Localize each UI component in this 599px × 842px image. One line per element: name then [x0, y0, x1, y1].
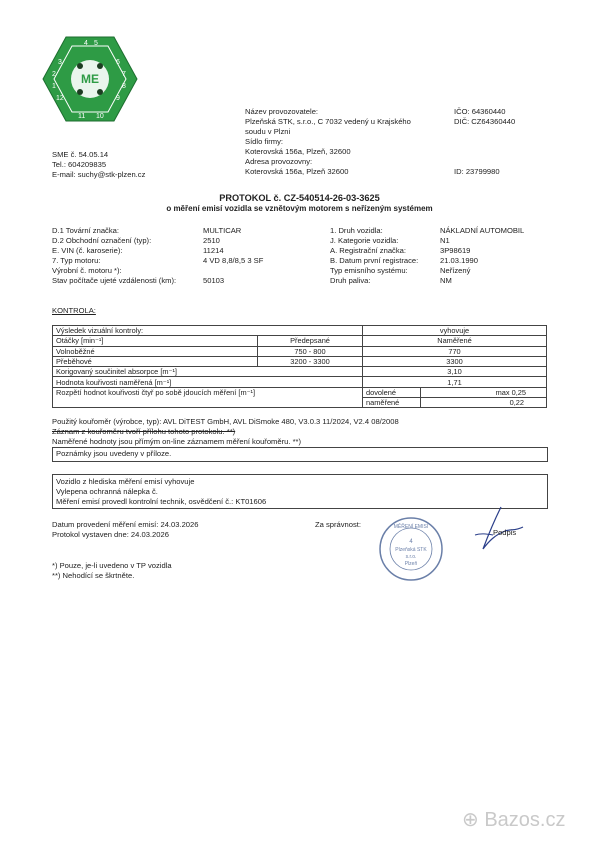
measurement-table	[52, 325, 547, 408]
logo-digit: 1	[52, 83, 56, 90]
logo-digit: 7	[122, 71, 126, 78]
table-row	[53, 346, 547, 356]
vehicle-label: D.2 Obchodní označení (typ):	[52, 236, 152, 245]
vehicle-value: MULTICAR	[203, 226, 242, 235]
corr-value: 3,10	[363, 367, 547, 377]
stamp-line: Plzeňská STK	[395, 547, 427, 553]
protocol-subtitle: o měření emisí vozidla se vznětovým motorem s neřízeným systémem	[166, 204, 433, 213]
smoke-value: 1,71	[363, 377, 547, 387]
official-stamp	[378, 516, 444, 582]
vehicle-label: J. Kategorie vozidla:	[330, 236, 399, 245]
stk-logo	[42, 36, 138, 122]
protocol-title: PROTOKOL č. CZ-540514-26-03-3625	[219, 193, 380, 203]
operator-name: Plzeňská STK, s.r.o., C 7032 vedený u Krajského	[245, 117, 411, 126]
stamp-line: Plzeň	[404, 561, 418, 567]
allowed-label: dovolené	[363, 387, 421, 397]
remarks-box	[52, 447, 548, 462]
table-row	[53, 336, 547, 346]
operator-label: Název provozovatele:	[245, 107, 319, 116]
logo-digit: 6	[116, 59, 120, 66]
issue-date: Protokol vystaven dne: 24.03.2026	[52, 530, 169, 539]
vehicle-label: E. VIN (č. karoserie):	[52, 246, 123, 255]
idle-measured: 770	[363, 346, 547, 356]
table-row	[53, 356, 547, 366]
vehicle-value: NM	[440, 276, 452, 285]
vehicle-value: 4 VD 8,8/8,5 3 SF	[203, 256, 264, 265]
vehicle-label: Typ emisního systému:	[330, 266, 408, 275]
logo-digit: 5	[94, 40, 98, 47]
vehicle-label: D.1 Tovární značka:	[52, 226, 119, 235]
vehicle-label: Druh paliva:	[330, 276, 371, 285]
signature-label: Podpis	[493, 528, 517, 537]
idle-prescribed: 750 - 800	[258, 346, 363, 356]
vehicle-value: 2510	[203, 236, 220, 245]
table-row	[53, 377, 547, 387]
spread-label: Rozpětí hodnot kouřivosti čtyř po sobě jdoucích měření [m⁻¹]	[53, 387, 363, 408]
table-row	[53, 367, 547, 377]
vehicle-value: 3P98619	[440, 246, 471, 255]
operator-id: ID: 23799980	[454, 167, 500, 176]
prescribed-header: Předepsané	[258, 336, 363, 346]
watermark-text: Bazos.cz	[484, 809, 566, 831]
corr-label: Korigovaný součinitel absorpce [m⁻¹]	[53, 367, 363, 377]
attachment-note: Záznam z kouřoměru tvoří přílohu tohoto protokolu. **)	[52, 427, 236, 436]
measured-label: naměřené	[363, 398, 421, 408]
stamp-top: MĚŘENÍ EMISÍ	[393, 524, 429, 530]
vehicle-label: 7. Typ motoru:	[52, 256, 101, 265]
vehicle-label: 1. Druh vozidla:	[330, 226, 383, 235]
vehicle-value: N1	[440, 236, 450, 245]
watermark	[462, 808, 565, 833]
over-prescribed: 3200 - 3300	[258, 356, 363, 366]
logo-text: ME	[81, 72, 99, 86]
stamp-line: s.r.o.	[405, 554, 417, 560]
rpm-label: Otáčky [min⁻¹]	[53, 336, 258, 346]
logo-digit: 10	[96, 113, 104, 120]
logo-digit: 8	[122, 83, 126, 90]
vehicle-value: 11214	[203, 246, 224, 255]
online-note: Naměřené hodnoty jsou přímým on-line záznamem měření kouřoměru. **)	[52, 437, 302, 446]
result-box	[52, 474, 548, 509]
telephone: Tel.: 604209835	[52, 160, 107, 169]
vehicle-label: Výrobní č. motoru *):	[52, 266, 122, 275]
email: E-mail: suchy@stk-plzen.cz	[52, 170, 146, 179]
measurement-date: Datum provedení měření emisí: 24.03.2026	[52, 520, 199, 529]
footnote: **) Nehodící se škrtněte.	[52, 571, 135, 580]
watermark-icon: ⊕	[462, 809, 485, 831]
branch-address: Koterovská 156a, Plzeň 32600	[245, 167, 349, 176]
measured-header: Naměřené	[363, 336, 547, 346]
vehicle-label: Stav počítače ujeté vzdálenosti (km):	[52, 276, 177, 285]
result-line: Měření emisí provedl kontrolní technik, osvědčení č.: KT01606	[56, 497, 267, 506]
seat-label: Sídlo firmy:	[245, 137, 283, 146]
seat-address: Koterovská 156a, Plzeň, 32600	[245, 147, 351, 156]
allowed-value: max 0,25	[421, 387, 547, 397]
vehicle-value: Neřízený	[440, 266, 471, 275]
visual-value: vyhovuje	[363, 326, 547, 336]
stamp-number: 4	[409, 539, 413, 545]
ico: IČO: 64360440	[454, 107, 506, 116]
correctness-label: Za správnost:	[315, 520, 362, 529]
idle-label: Volnoběžné	[53, 346, 258, 356]
logo-digit: 2	[52, 71, 56, 78]
operator-name-2: soudu v Plzni	[245, 127, 291, 136]
remarks-text: Poznámky jsou uvedeny v příloze.	[56, 449, 172, 458]
vehicle-value: 21.03.1990	[440, 256, 479, 265]
logo-digit: 12	[56, 95, 64, 102]
logo-digit: 4	[84, 40, 88, 47]
vehicle-label: A. Registrační značka:	[330, 246, 406, 255]
address-label: Adresa provozovny:	[245, 157, 313, 166]
sme-number: SME č. 54.05.14	[52, 150, 109, 159]
table-row	[53, 326, 547, 336]
logo-digit: 9	[116, 95, 120, 102]
vehicle-value: NÁKLADNÍ AUTOMOBIL	[440, 226, 525, 235]
footnote: *) Pouze, je-li uvedeno v TP vozidla	[52, 561, 172, 570]
control-heading: KONTROLA:	[52, 306, 96, 315]
table-row	[53, 387, 547, 397]
logo-digit: 11	[78, 113, 86, 120]
visual-label: Výsledek vizuální kontroly:	[53, 326, 363, 336]
over-measured: 3300	[363, 356, 547, 366]
logo-digit: 3	[58, 59, 62, 66]
result-line: Vozidlo z hlediska měření emisí vyhovuje	[56, 477, 195, 486]
measured-value: 0,22	[421, 398, 547, 408]
meter-note: Použitý kouřoměr (výrobce, typ): AVL DiTEST GmbH, AVL DiSmoke 480, V3.0.3 11/2024, V2.4 08/2008	[52, 417, 399, 426]
result-line: Vylepena ochranná nálepka č.	[56, 487, 158, 496]
over-label: Přeběhové	[53, 356, 258, 366]
vehicle-label: B. Datum první registrace:	[330, 256, 419, 265]
dic: DIČ: CZ64360440	[454, 117, 516, 126]
vehicle-value: 50103	[203, 276, 225, 285]
smoke-label: Hodnota kouřivosti naměřená [m⁻¹]	[53, 377, 363, 387]
